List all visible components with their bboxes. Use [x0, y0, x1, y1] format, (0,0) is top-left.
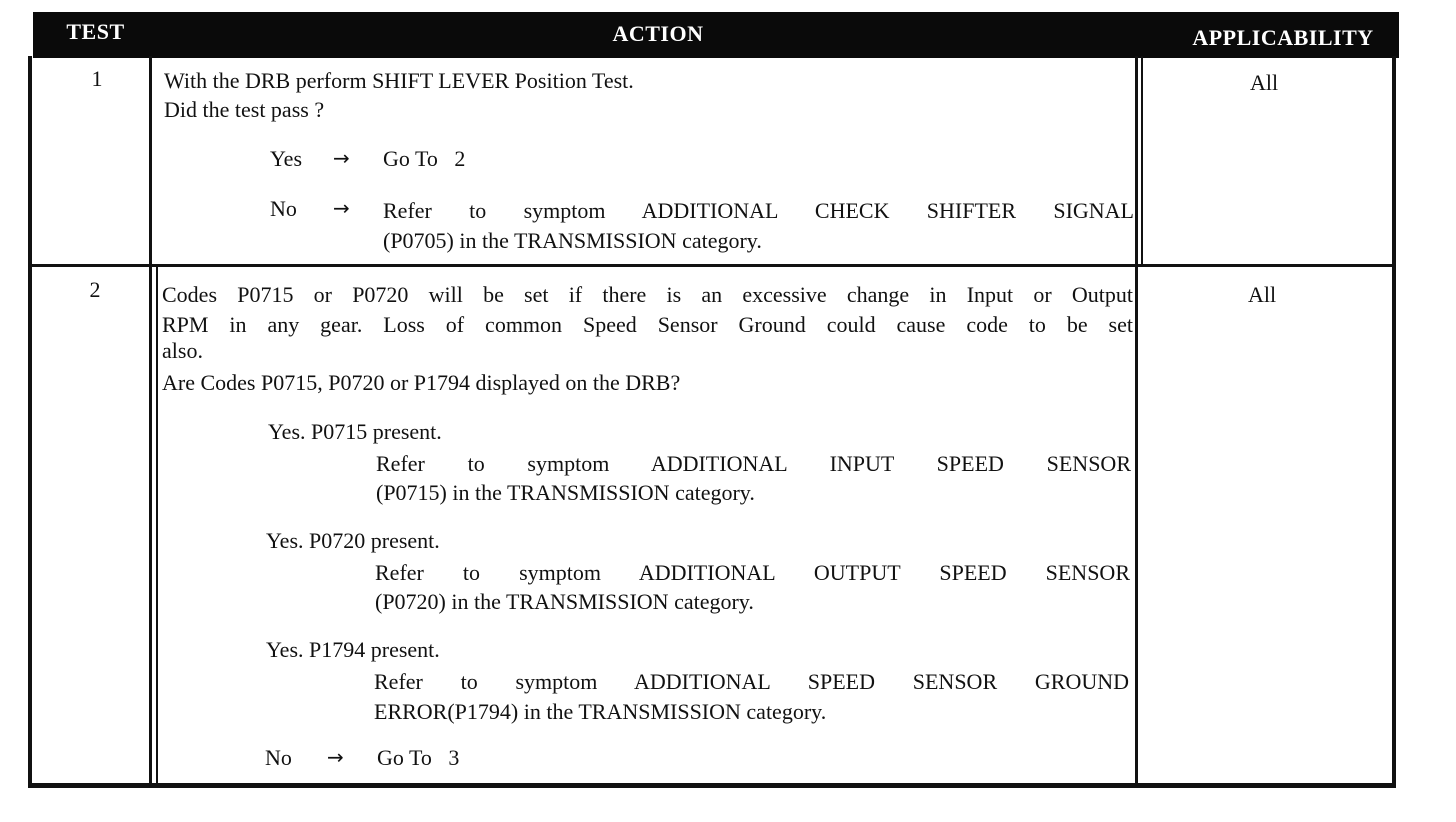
table-header	[33, 12, 1399, 58]
question-line: With the DRB perform SHIFT LEVER Position Test.	[164, 68, 634, 93]
branch-label: Yes. P0715 present.	[268, 419, 442, 444]
column-divider-test	[149, 56, 152, 784]
branch-result-line: Refer to symptom ADDITIONAL INPUT SPEED SENSOR	[376, 451, 1131, 476]
row-divider	[28, 264, 1392, 267]
no-result: Go To 3	[377, 745, 460, 770]
question-line: also.	[162, 338, 203, 363]
header-action: ACTION	[612, 21, 704, 46]
header-applicability: APPLICABILITY	[1192, 25, 1374, 50]
column-divider-test-inner	[156, 266, 158, 784]
branch-label: Yes. P1794 present.	[266, 637, 440, 662]
question-line: RPM in any gear. Loss of common Speed Sensor Ground could cause code to be set	[162, 312, 1133, 337]
branch-label: Yes. P0720 present.	[266, 528, 440, 553]
branch-result-line: ERROR(P1794) in the TRANSMISSION category.	[374, 699, 827, 724]
column-divider-action-inner	[1141, 56, 1143, 267]
branch-result-line: (P0720) in the TRANSMISSION category.	[375, 589, 754, 614]
no-label: No	[270, 196, 297, 221]
applicability-value: All	[1250, 70, 1279, 95]
question-line: Did the test pass ?	[164, 97, 325, 122]
question-line: Are Codes P0715, P0720 or P1794 displayed on the DRB?	[162, 370, 681, 395]
branch-result-line: Refer to symptom ADDITIONAL SPEED SENSOR GROUND	[374, 669, 1129, 694]
test-number: 2	[89, 277, 101, 302]
branch-result-line: (P0715) in the TRANSMISSION category.	[376, 480, 755, 505]
column-divider-action	[1135, 56, 1138, 784]
no-label: No	[265, 745, 292, 770]
no-result-line: (P0705) in the TRANSMISSION category.	[383, 228, 762, 253]
arrow-right-icon: →	[333, 196, 350, 220]
yes-label: Yes	[270, 146, 303, 171]
test-number: 1	[91, 66, 103, 91]
no-result-line: Refer to symptom ADDITIONAL CHECK SHIFTER SIGNAL	[383, 198, 1134, 223]
arrow-right-icon: →	[333, 146, 350, 170]
arrow-right-icon: →	[327, 745, 344, 769]
yes-result: Go To 2	[383, 146, 466, 171]
applicability-value: All	[1248, 282, 1277, 307]
header-test: TEST	[66, 19, 125, 44]
branch-result-line: Refer to symptom ADDITIONAL OUTPUT SPEED SENSOR	[375, 560, 1130, 585]
question-line: Codes P0715 or P0720 will be set if there is an excessive change in Input or Output	[162, 282, 1133, 307]
